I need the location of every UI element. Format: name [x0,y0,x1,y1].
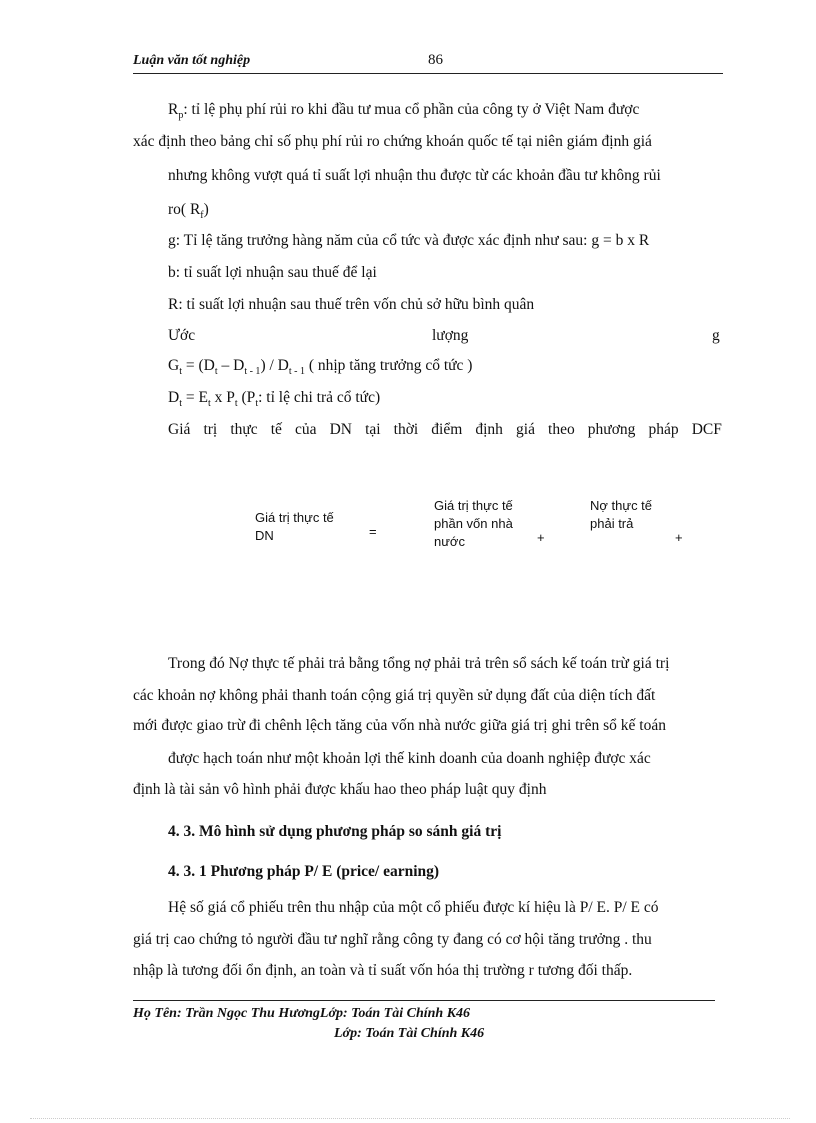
subscript: p [178,110,184,121]
word: pháp [648,421,679,438]
formula-growth [168,357,472,377]
text-line: xác định theo bảng chỉ số phụ phí rủi ro chứng khoán quốc tế tại niên giám định giá [133,133,652,150]
paragraph-line: được hạch toán như một khoản lợi thế kinh doanh của doanh nghiệp được xác [168,750,651,767]
text-fragment: ) / D [260,357,289,374]
text-fragment: lượng [432,327,469,344]
word: của [295,421,317,438]
page-number: 86 [428,52,443,68]
text-fragment: x P [210,389,235,406]
word: thời [393,421,419,438]
text-fragment: ) [203,201,209,218]
formula-term-state-capital: Giá trị thực tế phần vốn nhà nước [434,498,513,549]
paragraph-line: các khoản nợ không phải thanh toán cộng giá trị quyền sử dụng đất của diện tích đất [133,687,656,704]
formula-equals: = [369,524,377,539]
text-fragment: ro( R [168,201,201,218]
word: thực [230,421,258,438]
subscript: t [234,398,238,409]
paragraph-line: Trong đó Nợ thực tế phải trả bằng tổng nợ phải trả trên sổ sách kế toán trừ giá trị [168,655,670,672]
header-divider [133,73,723,74]
word: trị [203,421,218,438]
text-line: b: tỉ suất lợi nhuận sau thuế để lại [168,264,377,281]
formula-plus: + [675,530,683,545]
text-fragment: – D [217,357,245,374]
text-line-rp [168,101,639,121]
word: DCF [691,421,722,438]
formula-plus: + [537,530,545,545]
word: định [475,421,503,438]
text-fragment: : tỉ lệ chi trả cổ tức) [258,389,381,406]
subscript: t - 1 [244,366,261,377]
word: điểm [431,421,463,438]
subsection-heading: 4. 3. 1 Phương pháp P/ E (price/ earning) [168,863,440,880]
text-line: R: tỉ suất lợi nhuận sau thuế trên vốn chủ sở hữu bình quân [168,296,535,313]
header-title: Luận văn tốt nghiệp [133,53,251,68]
text-fragment: Ước [168,327,196,344]
text-fragment: ( nhịp tăng trưởng cổ tức ) [304,357,473,374]
paragraph-line: giá trị cao chứng tỏ người đầu tư nghĩ rằng công ty đang có cơ hội tăng trưởng . thu [133,931,652,948]
word: tại [365,421,381,438]
subscript: t [214,366,218,377]
formula-term-debt: Nợ thực tế phải trả [590,498,653,531]
formula-dividend [168,389,380,409]
paragraph-line: mới được giao trừ đi chênh lệch tăng của vốn nhà nước giữa giá trị ghi trên sổ kế toán [133,717,666,734]
paragraph-line: nhập là tương đối ổn định, an toàn và tỉ suất vốn hóa thị trường r tương đối thấp. [133,962,633,979]
word: giá [516,421,535,438]
text-fragment: : tỉ lệ phụ phí rủi ro khi đầu tư mua cổ phần của công ty ở Việt Nam được [183,101,640,118]
text-fragment: = E [181,389,208,406]
text-fragment: (P [237,389,256,406]
footer-divider [133,1000,715,1001]
word: Giá [168,421,191,438]
subscript: t - 1 [288,366,305,377]
word: phương [587,421,636,438]
subscript: t [179,366,182,377]
text-fragment: R [168,101,179,118]
footer-class: Lớp: Toán Tài Chính K46 [334,1026,485,1041]
text-fragment: D [168,389,180,406]
word: DN [329,421,352,438]
text-line: g: Tỉ lệ tăng trưởng hàng năm của cổ tức và được xác định như sau: g = b x R [168,232,650,249]
subscript: t [179,398,182,409]
text-line-rf [168,201,209,221]
footer-author: Họ Tên: Trần Ngọc Thu HươngLớp: Toán Tài Chính K46 [133,1006,471,1021]
paragraph-line: Hệ số giá cổ phiếu trên thu nhập của một cổ phiếu được kí hiệu là P/ E. P/ E có [168,899,659,916]
formula-lhs: Giá trị thực tế DN [255,510,334,543]
subscript: f [200,210,204,221]
paragraph-line: định là tài sản vô hình phải được khấu hao theo pháp luật quy định [133,781,547,798]
section-heading: 4. 3. Mô hình sử dụng phương pháp so sánh giá trị [168,823,502,840]
word: theo [548,421,575,438]
page-edge [30,1118,790,1119]
subscript: t [207,398,211,409]
text-fragment: g [712,327,720,344]
text-fragment: G [168,357,180,374]
subscript: t [255,398,259,409]
word: tế [270,421,282,438]
text-fragment: = (D [181,357,215,374]
text-line-dcf [168,421,722,439]
text-line: nhưng không vượt quá tỉ suất lợi nhuận thu được từ các khoản đầu tư không rủi [168,167,661,184]
